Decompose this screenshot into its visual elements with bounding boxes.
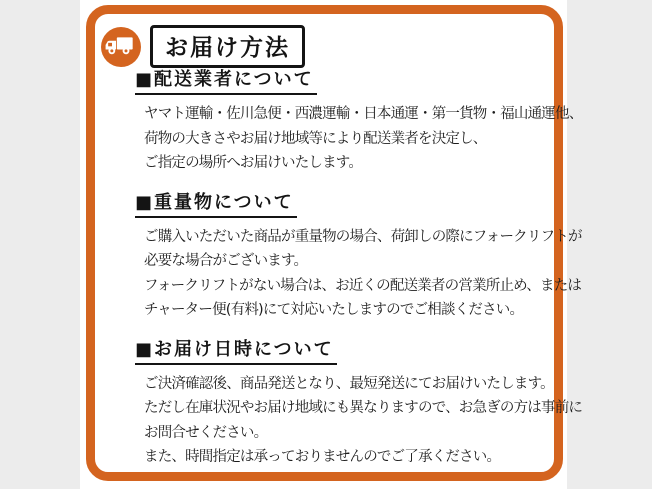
section-delivery-datetime-body bbox=[135, 372, 583, 470]
truck-icon bbox=[101, 27, 141, 67]
section-carriers-body bbox=[135, 102, 583, 176]
delivery-info-panel bbox=[80, 0, 583, 489]
body-line: ヤマト運輸・佐川急便・西濃運輸・日本通運・第一貨物・福山通運他、 bbox=[144, 106, 583, 122]
section-carriers-heading: ■配送業者について bbox=[135, 65, 317, 95]
section-heavy-items-heading: ■重量物について bbox=[135, 188, 297, 218]
section-heavy-items-body bbox=[135, 225, 582, 323]
section-carriers bbox=[135, 65, 583, 176]
section-delivery-datetime bbox=[135, 335, 583, 470]
body-line: ご購入いただいた商品が重量物の場合、荷卸しの際にフォークリフトが bbox=[144, 228, 582, 245]
body-line: チャーター便(有料)にて対応いたしますのでご相談ください。 bbox=[144, 302, 524, 318]
body-line: また、時間指定は承っておりませんのでご了承ください。 bbox=[144, 449, 501, 465]
body-line: 必要な場合がございます。 bbox=[144, 253, 308, 269]
body-line: お問合せください。 bbox=[144, 424, 268, 441]
body-line: ただし在庫状況やお届け地域にも異なりますので、お急ぎの方は事前に bbox=[144, 400, 583, 416]
panel-content bbox=[135, 65, 583, 482]
section-delivery-datetime-heading: ■お届け日時について bbox=[135, 335, 337, 365]
body-line: 荷物の大きさやお届け地域等により配送業者を決定し、 bbox=[144, 130, 487, 147]
page-title: お届け方法 bbox=[150, 25, 305, 68]
panel-header bbox=[101, 25, 305, 68]
body-line: フォークリフトがない場合は、お近くの配送業者の営業所止め、または bbox=[144, 277, 582, 294]
body-line: ご決済確認後、商品発送となり、最短発送にてお届けいたします。 bbox=[144, 375, 554, 392]
body-line: ご指定の場所へお届けいたします。 bbox=[144, 155, 363, 171]
section-heavy-items bbox=[135, 188, 582, 323]
